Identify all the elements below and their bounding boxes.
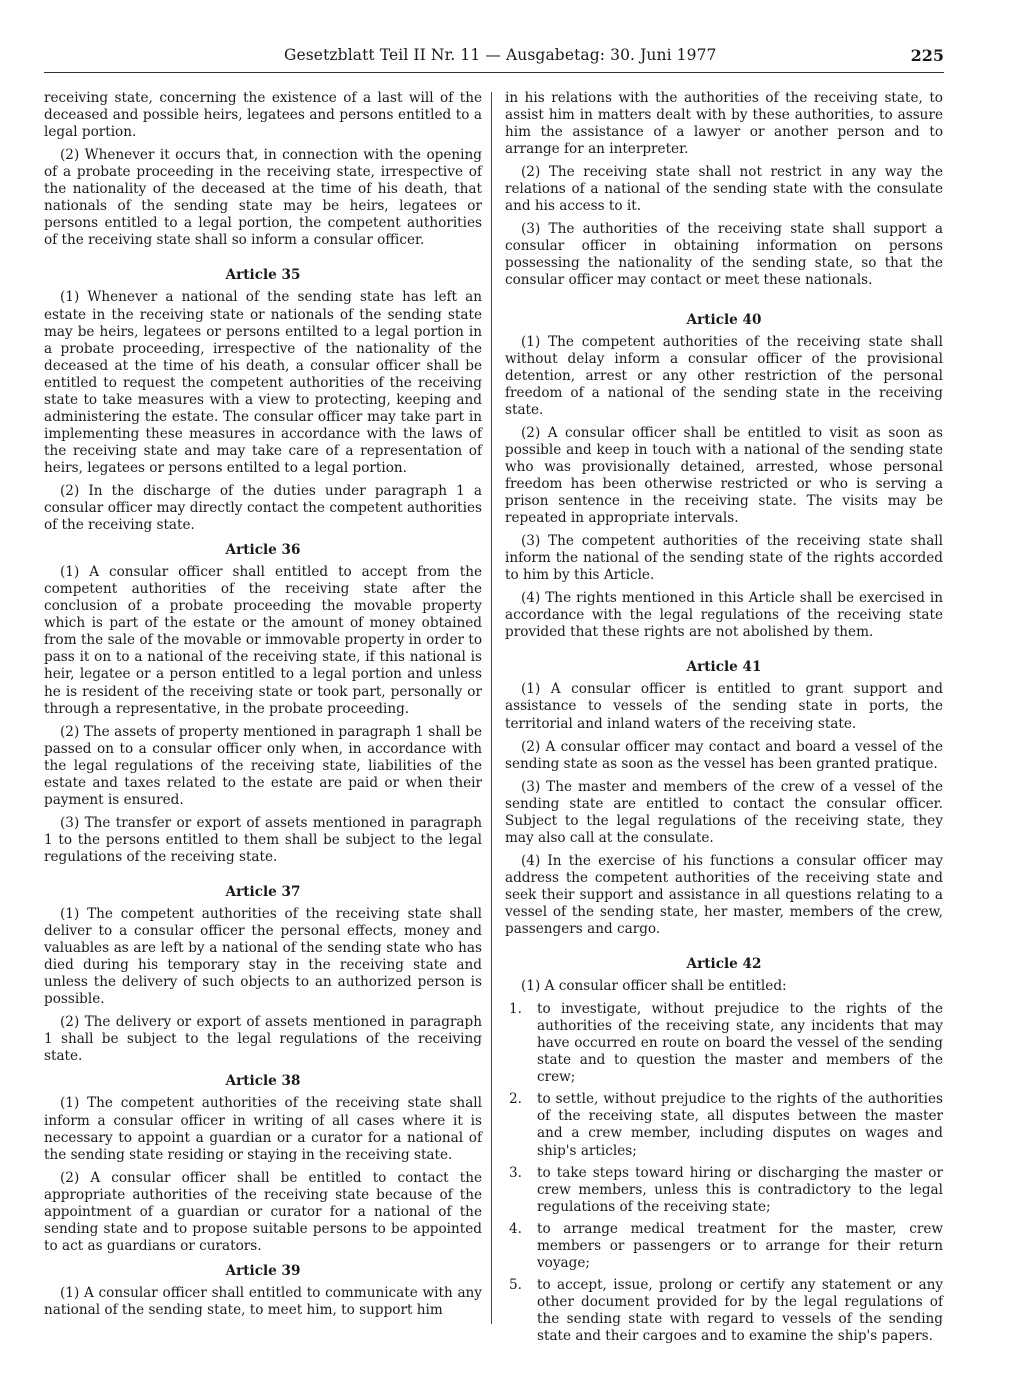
list-item-text: to investigate, without prejudice to the rights of the authorities of the receiving state, any incidents that may have occurred en route on board the vessel of the sending state and to question the master and members of the crew; bbox=[537, 1001, 943, 1086]
list-item-number: 3. bbox=[509, 1164, 522, 1181]
paragraph: (2) A consular officer shall be entitled to visit as soon as possible and keep in touch with a national of the sending state who was provisionally detained, arrested, whose personal freedom has been otherwise restricted or who is serving a prison sentence in the receiving state. The visits may be repeated in appropriate intervals. bbox=[505, 424, 943, 527]
paragraph: (2) A consular officer shall be entitled to contact the appropriate authorities of the receiving state because of the appointment of a guardian or curator for a national of the sending state and to propose suitable persons to be appointed to act as guardians or curators. bbox=[44, 1169, 482, 1254]
article-heading: Article 36 bbox=[225, 542, 301, 559]
paragraph: in his relations with the authorities of the receiving state, to assist him in matters dealt with by these authorities, to assure him the assistance of a lawyer or another person and to arrange for an interpreter. bbox=[505, 90, 943, 158]
paragraph: (1) The competent authorities of the receiving state shall inform a consular officer in writing of all cases where it is necessary to appoint a guardian or a curator for a national of the sending state residing or staying in the receiving state. bbox=[44, 1095, 482, 1163]
paragraph: (2) The receiving state shall not restrict in any way the relations of a national of the sending state with the consulate and his access to it. bbox=[505, 164, 943, 215]
list-item-number: 2. bbox=[509, 1091, 522, 1108]
paragraph: (1) A consular officer shall entitled to accept from the competent authorities of the receiving state after the conclusion of a probate proceeding the movable property which is part of the estate or the amount of money obtained from the sale of the movable or immovable property in order to pass it on to a national of the receiving state, if this national is heir, legatee or a person entitled to a legal portion and unless he is resident of the receiving state or took part, personally or through a representative, in the probate proceeding. bbox=[44, 564, 482, 717]
article-heading: Article 37 bbox=[225, 883, 301, 900]
paragraph: (1) The competent authorities of the receiving state shall deliver to a consular officer the personal effects, money and valuables as are left by a national of the sending state who has died during his temporary stay in the receiving state and unless the delivery of such objects to an authorized person is possible. bbox=[44, 906, 482, 1008]
list-item bbox=[505, 1091, 943, 1159]
paragraph: (1) A consular officer is entitled to grant support and assistance to vessels of the sending state in ports, the territorial and inland waters of the receiving state. bbox=[505, 681, 943, 732]
paragraph: receiving state, concerning the existence of a last will of the deceased and possible heirs, legatees and persons entitled to a legal portion. bbox=[44, 90, 482, 141]
list-item bbox=[505, 1165, 943, 1216]
paragraph: (1) The competent authorities of the receiving state shall without delay inform a consular officer of the provisional detention, arrest or any other restriction of the personal freedom of a national of the sending state in the receiving state. bbox=[505, 333, 943, 418]
article-heading: Article 42 bbox=[686, 956, 762, 973]
right-column bbox=[505, 90, 943, 1350]
page-number: 225 bbox=[910, 46, 944, 65]
article-heading: Article 35 bbox=[225, 267, 301, 284]
list-item-text: to settle, without prejudice to the rights of the authorities of the receiving state, all disputes between the master and a crew member, including disputes on wages and ship's articles; bbox=[537, 1091, 943, 1159]
paragraph: (2) The assets of property mentioned in paragraph 1 shall be passed on to a consular officer only when, in accordance with the legal regulations of the receiving state, liabilities of the estate and taxes related to the estate are paid or when their payment is ensured. bbox=[44, 723, 482, 808]
page-header bbox=[44, 46, 944, 73]
paragraph: (2) In the discharge of the duties under paragraph 1 a consular officer may directly contact the competent authorities of the receiving state. bbox=[44, 482, 482, 534]
paragraph: (3) The transfer or export of assets mentioned in paragraph 1 to the persons entitled to them shall be subject to the legal regulations of the receiving state. bbox=[44, 814, 482, 865]
numbered-list bbox=[505, 1001, 943, 1345]
paragraph: (1) A consular officer shall be entitled: bbox=[521, 978, 787, 995]
paragraph: (2) The delivery or export of assets mentioned in paragraph 1 shall be subject to the legal regulations of the receiving state. bbox=[44, 1014, 482, 1065]
list-item bbox=[505, 1001, 943, 1086]
list-item bbox=[505, 1221, 943, 1272]
paragraph: (3) The authorities of the receiving state shall support a consular officer in obtaining information on persons possessing the nationality of the sending state, so that the consular officer may contact or meet these nationals. bbox=[505, 221, 943, 289]
list-item-number: 4. bbox=[509, 1220, 522, 1237]
left-column bbox=[44, 90, 482, 1325]
list-item-number: 1. bbox=[509, 1001, 522, 1018]
list-item-text: to arrange medical treatment for the master, crew members or passengers or to arrange for their return voyage; bbox=[537, 1220, 943, 1271]
list-item-number: 5. bbox=[509, 1276, 522, 1293]
article-heading: Article 39 bbox=[225, 1262, 301, 1279]
header-title: Gesetzblatt Teil II Nr. 11 — Ausgabetag: 30. Juni 1977 bbox=[284, 46, 717, 64]
paragraph: (2) A consular officer may contact and board a vessel of the sending state as soon as the vessel has been granted pratique. bbox=[505, 738, 943, 772]
paragraph: (1) Whenever a national of the sending state has left an estate in the receiving state or nationals of the sending state may be heirs, legatees or persons entilted to a legal portion in a probate proceeding, irrespective of the nationality of the deceased at the time of his death, a consular officer shall be entitled to request the competent authorities of the receiving state to take measures with a view to protecting, keeping and administering the estate. The consular officer may take part in implementing these measures in accordance with the laws of the receiving state and may take care of a representation of heirs, legatees or persons entilted to a legal portion. bbox=[44, 289, 482, 476]
list-item bbox=[505, 1277, 943, 1345]
paragraph: (3) The master and members of the crew of a vessel of the sending state are entitled to contact the consular officer. Subject to the legal regulations of the receiving state, they may also call at the consulate. bbox=[505, 778, 943, 846]
paragraph: (2) Whenever it occurs that, in connection with the opening of a probate proceeding in the receiving state, irrespective of the nationality of the deceased at the time of his death, that nationals of the sending state may be heirs, legatees or persons entitled to a legal portion, the competent authorities of the receiving state shall so inform a consular officer. bbox=[44, 147, 482, 249]
article-heading: Article 41 bbox=[686, 659, 762, 676]
column-divider bbox=[491, 92, 492, 1324]
article-heading: Article 38 bbox=[225, 1073, 301, 1090]
paragraph: (4) In the exercise of his functions a consular officer may address the competent authorities of the receiving state and seek their support and assistance in all questions relating to a vessel of the sending state, her master, members of the crew, passengers and cargo. bbox=[505, 852, 943, 938]
paragraph: (4) The rights mentioned in this Article shall be exercised in accordance with the legal regulations of the receiving state provided that these rights are not abolished by them. bbox=[505, 590, 943, 641]
article-heading: Article 40 bbox=[686, 311, 762, 328]
list-item-text: to accept, issue, prolong or certify any statement or any other document provided for by the legal regulations of the sending state with regard to vessels of the sending state and their cargoes and to examine the ship's papers. bbox=[537, 1276, 943, 1344]
paragraph: (3) The competent authorities of the receiving state shall inform the national of the sending state of the rights accorded to him by this Article. bbox=[505, 533, 943, 584]
paragraph: (1) A consular officer shall entitled to communicate with any national of the sending state, to meet him, to support him bbox=[44, 1284, 482, 1318]
list-item-text: to take steps toward hiring or discharging the master or crew members, unless this is contradictory to the legal regulations of the receiving state; bbox=[537, 1164, 943, 1215]
